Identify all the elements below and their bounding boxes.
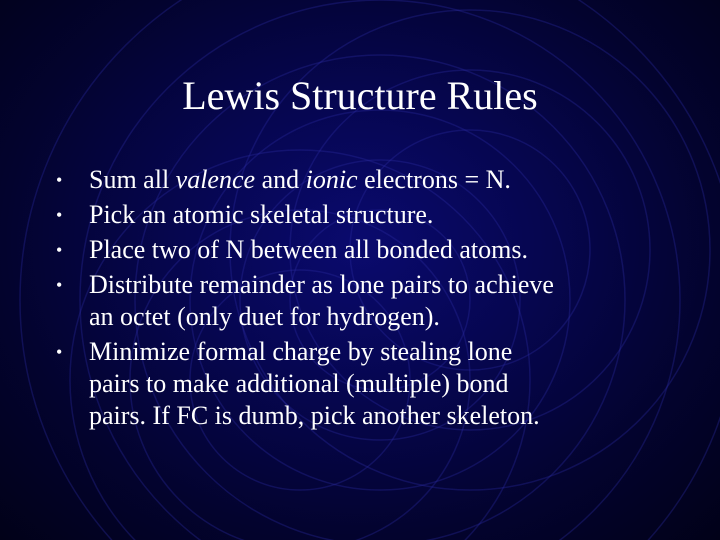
bullet-item <box>56 336 696 432</box>
bullet-dot-icon: • <box>56 342 63 362</box>
slide-title: Lewis Structure Rules <box>182 73 538 118</box>
bullet-text: Distribute remainder as lone pairs to achieve <box>89 270 554 299</box>
bullet-text: pairs to make additional (multiple) bond <box>89 369 509 398</box>
bullet-text: an octet (only duet for hydrogen). <box>89 302 440 331</box>
bullet-line <box>89 199 696 231</box>
bullet-dot-icon: • <box>56 205 63 225</box>
bullet-dot-icon: • <box>56 275 63 295</box>
bullet-line <box>89 336 696 368</box>
bullet-item <box>56 269 696 333</box>
bullet-item <box>56 199 696 231</box>
bullet-item <box>56 164 696 196</box>
bullet-text: electrons = N. <box>357 165 511 194</box>
bullet-text-italic: ionic <box>305 165 358 194</box>
bullet-text: Minimize formal charge by stealing lone <box>89 337 513 366</box>
bullet-line <box>89 164 696 196</box>
bullet-item <box>56 234 696 266</box>
bullet-line <box>89 269 696 301</box>
bullet-dot-icon: • <box>56 240 63 260</box>
bullet-text: Sum all <box>89 165 176 194</box>
bullet-text: pairs. If FC is dumb, pick another skeleton. <box>89 401 540 430</box>
bullet-line <box>89 234 696 266</box>
bullet-text-italic: valence <box>175 165 256 194</box>
bullet-line <box>89 301 696 333</box>
bullet-dot-icon: • <box>56 170 63 190</box>
bullet-line <box>89 368 696 400</box>
bullet-line <box>89 400 696 432</box>
bullet-text: Pick an atomic skeletal structure. <box>89 200 434 229</box>
bullet-text: and <box>255 165 306 194</box>
bullet-list <box>56 164 696 435</box>
bullet-text: Place two of N between all bonded atoms. <box>89 235 528 264</box>
